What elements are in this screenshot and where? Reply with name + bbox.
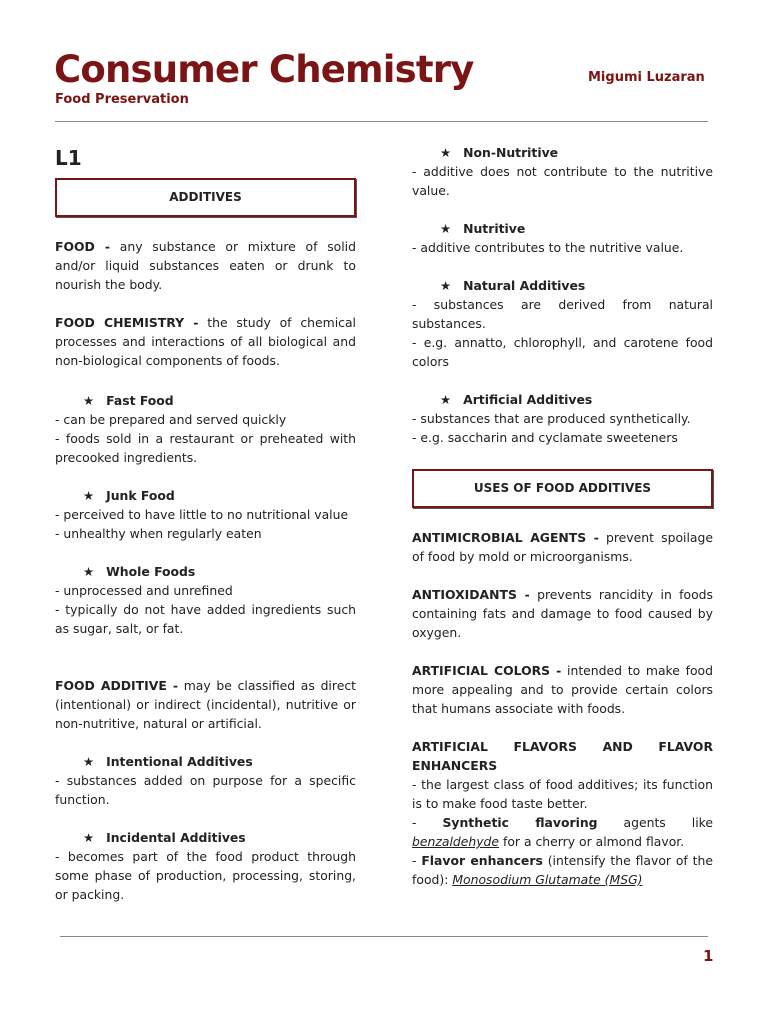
bullet-heading: ★ Natural Additives (440, 278, 586, 293)
example-msg: Monosodium Glutamate (MSG) (452, 872, 643, 887)
term: FOOD CHEMISTRY - (55, 315, 199, 330)
bullet-heading: ★ Junk Food (83, 488, 175, 503)
definition-text: prevents rancidity in foods containing fats and damage to food caused by oxygen. (412, 587, 713, 640)
star-icon: ★ (83, 830, 95, 845)
section-box-uses (412, 469, 713, 508)
list-item: - additive contributes to the nutritive value. (412, 240, 684, 255)
definition-food-chemistry (55, 313, 356, 370)
right-column (412, 143, 713, 889)
list-item: - foods sold in a restaurant or preheated with precooked ingredients. (55, 431, 356, 465)
term: ARTIFICIAL COLORS - (412, 663, 562, 678)
star-icon: ★ (83, 564, 95, 579)
section-box-label: ADDITIVES (169, 190, 242, 204)
list-item-synthetic: - Synthetic flavoring agents like benzaldehyde for a cherry or almond flavor. (412, 815, 713, 849)
definition-food-additive (55, 676, 356, 733)
section-box-label: USES OF FOOD ADDITIVES (473, 481, 652, 495)
star-icon: ★ (83, 754, 95, 769)
bullet-heading: ★ Artificial Additives (440, 392, 593, 407)
star-icon: ★ (83, 393, 95, 408)
list-item: - unprocessed and unrefined (55, 583, 233, 598)
definition-text: may be classified as direct (intentional) or indirect (incidental), nutritive or non-nutritive, natural or artificial. (55, 678, 356, 731)
list-item: - can be prepared and served quickly (55, 412, 287, 427)
star-icon: ★ (440, 392, 452, 407)
page-subtitle: Food Preservation (55, 92, 189, 107)
left-column (55, 146, 356, 904)
definition-text: any substance or mixture of solid and/or liquid substances eaten or drunk to nourish the body. (55, 239, 356, 292)
list-item: - typically do not have added ingredients such as sugar, salt, or fat. (55, 602, 356, 636)
footer-divider (60, 936, 708, 937)
list-item: - becomes part of the food product through some phase of production, processing, storing, or packing. (55, 849, 356, 902)
term: ANTIMICROBIAL AGENTS - (412, 530, 599, 545)
list-item-enhancers: - Flavor enhancers (intensify the flavor of the food): Monosodium Glutamate (MSG) (412, 853, 713, 887)
bullet-heading: ★ Non-Nutritive (440, 145, 559, 160)
page-number: 1 (703, 947, 714, 965)
star-icon: ★ (440, 145, 452, 160)
bullet-heading: ★ Whole Foods (83, 564, 196, 579)
term: FOOD - (55, 239, 111, 254)
term: FOOD ADDITIVE - (55, 678, 179, 693)
example-benzaldehyde: benzaldehyde (412, 834, 500, 849)
list-item: - perceived to have little to no nutritional value (55, 507, 349, 522)
star-icon: ★ (440, 221, 452, 236)
definition-food (55, 237, 356, 294)
page-title: Consumer Chemistry (54, 48, 474, 91)
star-icon: ★ (83, 488, 95, 503)
definition-antioxidants (412, 585, 713, 642)
list-item: - unhealthy when regularly eaten (55, 526, 262, 541)
section-box-additives (55, 178, 356, 217)
definition-text: intended to make food more appealing and to provide certain colors that humans associate with foods. (412, 663, 714, 716)
author-name: Migumi Luzaran (588, 70, 705, 85)
list-item: - substances that are produced synthetically. (412, 411, 691, 426)
heading-artificial-flavors (412, 737, 713, 775)
lesson-label: L1 (55, 146, 82, 170)
term: ARTIFICIAL FLAVORS AND FLAVOR ENHANCERS (412, 739, 713, 773)
definition-antimicrobial (412, 528, 713, 566)
definition-artificial-colors (412, 661, 713, 718)
list-item: - e.g. annatto, chlorophyll, and carotene food colors (412, 335, 713, 369)
list-item: - e.g. saccharin and cyclamate sweeteners (412, 430, 678, 445)
definition-text: prevent spoilage of food by mold or microorganisms. (412, 530, 713, 564)
term: ANTIOXIDANTS - (412, 587, 530, 602)
list-item: - substances added on purpose for a specific function. (55, 773, 356, 807)
list-item: - additive does not contribute to the nutritive value. (412, 164, 713, 198)
definition-text: the study of chemical processes and interactions of all biological and non-biological components of foods. (55, 315, 357, 368)
star-icon: ★ (440, 278, 452, 293)
bullet-heading: ★ Incidental Additives (83, 830, 246, 845)
list-item: - substances are derived from natural substances. (412, 297, 713, 331)
list-item: - the largest class of food additives; its function is to make food taste better. (412, 777, 713, 811)
bullet-heading: ★ Nutritive (440, 221, 526, 236)
bullet-heading: ★ Intentional Additives (83, 754, 253, 769)
header-divider (55, 121, 708, 122)
bullet-heading: ★ Fast Food (83, 393, 174, 408)
